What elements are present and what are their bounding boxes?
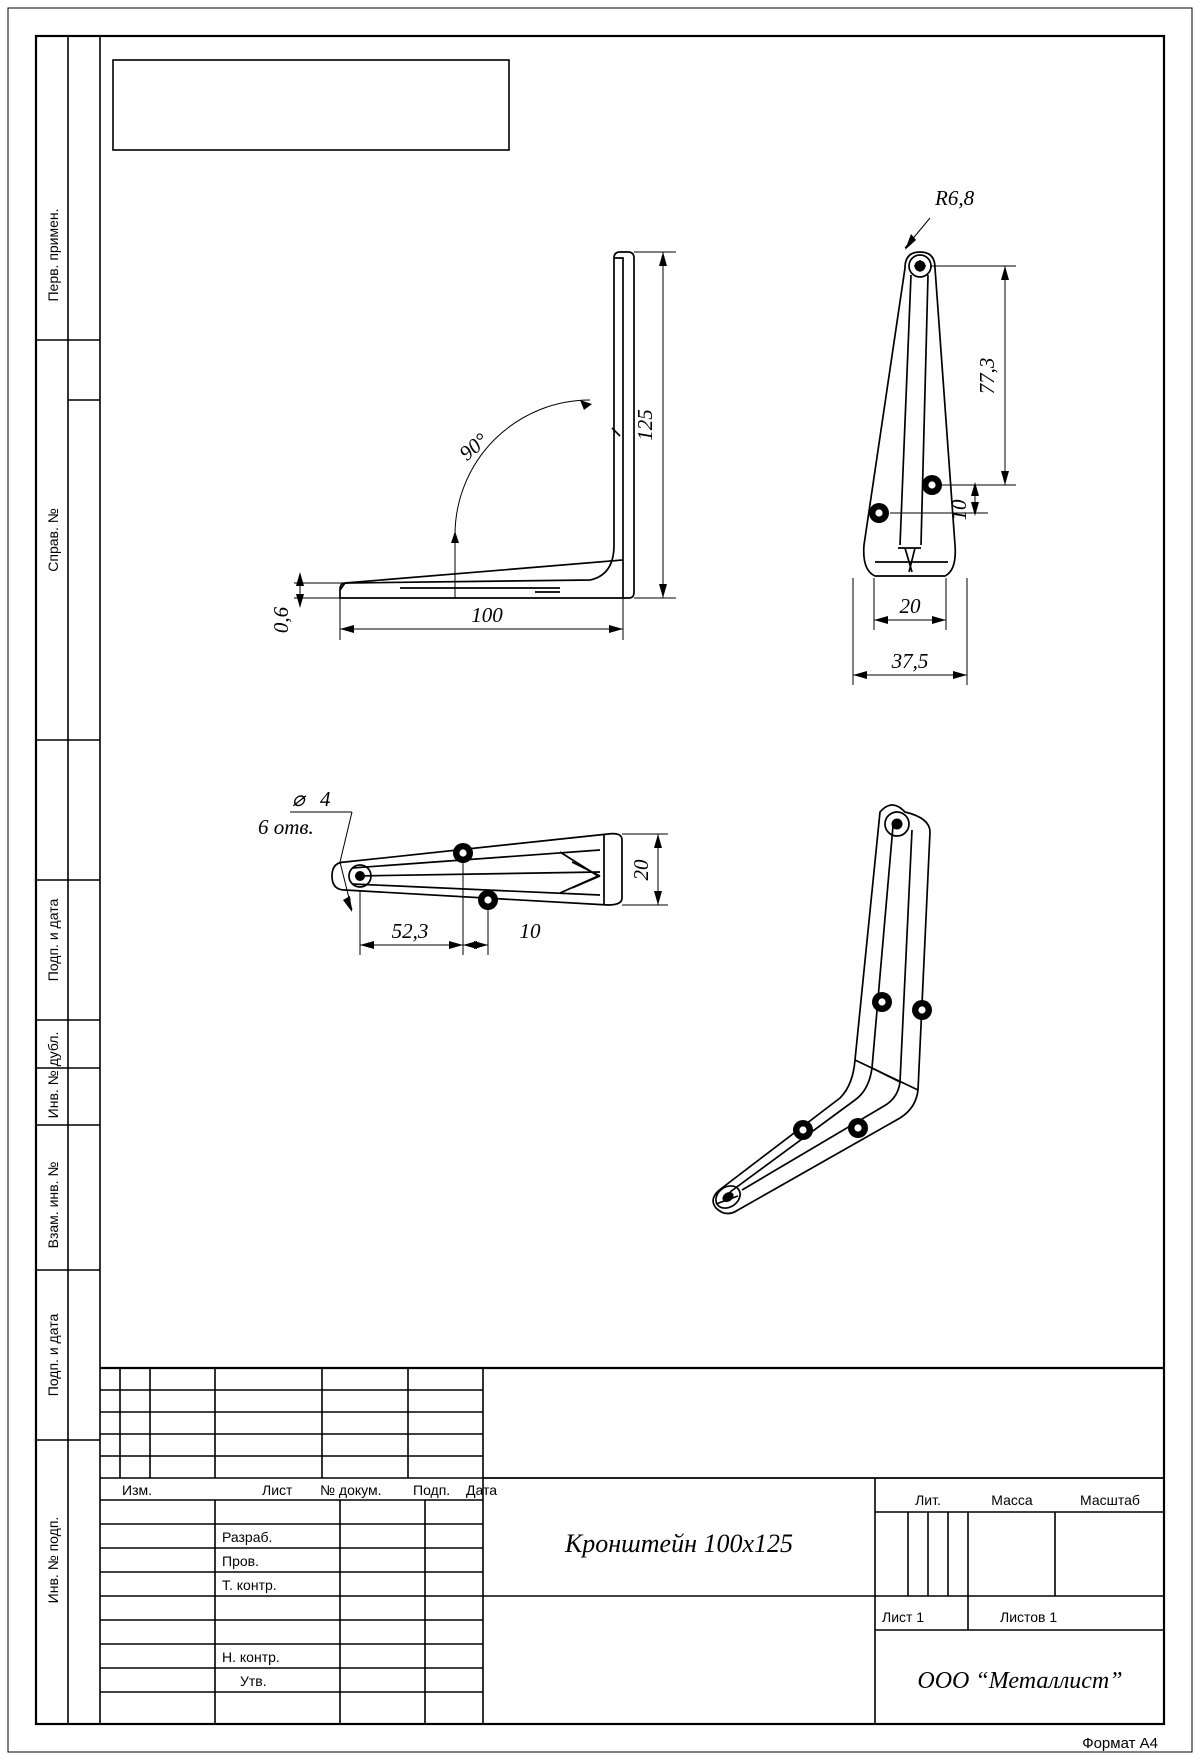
view-front bbox=[269, 252, 676, 640]
dim-width-375: 37,5 bbox=[891, 649, 929, 673]
side-hole-right-center bbox=[928, 481, 935, 488]
dim-length-523: 52,3 bbox=[391, 919, 429, 943]
dim-773-arrow-bottom bbox=[1001, 471, 1009, 485]
iso-hole-base-left-center bbox=[799, 1126, 806, 1133]
dim-width-100: 100 bbox=[471, 603, 503, 627]
dim-20t-arrow-top bbox=[654, 834, 662, 848]
upper-left-box bbox=[113, 60, 509, 150]
dim-10s-arrow-bottom bbox=[971, 502, 979, 516]
side-hole-left-center bbox=[875, 509, 882, 516]
view-side bbox=[853, 186, 1016, 685]
dia-leader-arrow bbox=[343, 896, 352, 912]
tb-label-listov: Листов 1 bbox=[1000, 1609, 1058, 1625]
margin-label-sprav: Справ. № bbox=[45, 508, 61, 572]
top-hole-3-center bbox=[484, 896, 491, 903]
iso-hole-top-inner bbox=[892, 819, 903, 830]
tb-role-utv: Утв. bbox=[240, 1673, 267, 1689]
dim-523-arrow-right bbox=[449, 941, 463, 949]
dim-hole-count: 6 отв. bbox=[258, 815, 314, 839]
dim-06-arrow-bottom bbox=[296, 594, 304, 608]
tb-role-tkontr: Т. контр. bbox=[222, 1577, 277, 1593]
margin-label-inv-podp: Инв. № подп. bbox=[45, 1516, 61, 1604]
iso-outer-body bbox=[713, 805, 930, 1214]
dim-06-arrow-top bbox=[296, 572, 304, 586]
dim-offset-10-top: 10 bbox=[519, 919, 541, 943]
view-isometric bbox=[712, 805, 932, 1214]
dim-10t-arrow-right bbox=[474, 941, 488, 949]
view-top bbox=[258, 787, 668, 955]
dim-hole-diameter: 4 bbox=[320, 787, 331, 811]
dim-hole-diameter-symbol: ⌀ bbox=[292, 787, 305, 811]
dim-height-125: 125 bbox=[633, 409, 657, 441]
tb-label-masshtab: Масштаб bbox=[1080, 1492, 1140, 1508]
margin-label-perv-primen: Перв. примен. bbox=[45, 208, 61, 302]
dim-width-20-side: 20 bbox=[899, 594, 921, 618]
tb-col-izm: Изм. bbox=[122, 1482, 152, 1498]
dim-100-arrow-left bbox=[340, 625, 354, 633]
dim-10s-arrow-top bbox=[971, 482, 979, 496]
angle-arc bbox=[455, 400, 590, 535]
dia-leader-up bbox=[340, 812, 352, 862]
angle-arrow-2 bbox=[580, 400, 592, 410]
tb-role-prov: Пров. bbox=[222, 1553, 259, 1569]
angle-arrow-1 bbox=[451, 531, 459, 543]
tb-role-nkontr: Н. контр. bbox=[222, 1649, 280, 1665]
tb-col-data: Дата bbox=[466, 1482, 498, 1498]
tb-label-list: Лист 1 bbox=[882, 1609, 925, 1625]
dim-100-arrow-right bbox=[609, 625, 623, 633]
sheet-format-label: Формат А4 bbox=[1082, 1735, 1158, 1752]
margin-label-podp-data-2: Подп. и дата bbox=[45, 1313, 61, 1397]
tb-company: ООО “Металлист” bbox=[917, 1668, 1123, 1694]
dim-523-arrow-left bbox=[360, 941, 374, 949]
tb-label-lit: Лит. bbox=[915, 1492, 941, 1508]
margin-label-podp-data-1: Подп. и дата bbox=[45, 898, 61, 982]
dim-thickness-06: 0,6 bbox=[269, 606, 293, 634]
margin-label-vzam-inv: Взам. инв. № bbox=[45, 1161, 61, 1249]
dim-375-arrow-left bbox=[853, 671, 867, 679]
dim-125-arrow-bottom bbox=[659, 584, 667, 598]
margin-label-inv-dubl: Инв. № дубл. bbox=[45, 1031, 61, 1119]
top-hole-1-inner bbox=[355, 871, 365, 881]
dim-20s-arrow-right bbox=[932, 616, 946, 624]
dim-hole-height-773: 77,3 bbox=[975, 357, 999, 395]
iso-hole-mid-left-center bbox=[878, 998, 885, 1005]
tb-label-massa: Масса bbox=[991, 1492, 1033, 1508]
dim-125-arrow-top bbox=[659, 252, 667, 266]
iso-hole-base-right-center bbox=[854, 1124, 861, 1131]
front-profile-outline bbox=[340, 252, 634, 598]
tb-part-name: Кронштейн 100х125 bbox=[564, 1529, 794, 1558]
dim-20s-arrow-left bbox=[874, 616, 888, 624]
tb-col-list: Лист bbox=[262, 1482, 293, 1498]
iso-hole-mid-right-center bbox=[918, 1006, 925, 1013]
dim-773-arrow-top bbox=[1001, 266, 1009, 280]
tb-role-razrab: Разраб. bbox=[222, 1529, 273, 1545]
front-inner-edge bbox=[345, 258, 614, 583]
dim-width-20-top: 20 bbox=[629, 859, 653, 881]
title-block bbox=[100, 1368, 1164, 1752]
dim-offset-10-side: 10 bbox=[947, 499, 971, 521]
dim-angle-90: 90° bbox=[454, 427, 493, 466]
top-hole-2-center bbox=[459, 849, 466, 856]
dim-375-arrow-right bbox=[953, 671, 967, 679]
dim-20t-arrow-bottom bbox=[654, 891, 662, 905]
dim-radius-r68: R6,8 bbox=[935, 186, 975, 210]
tb-col-num-dokum: № докум. bbox=[320, 1482, 382, 1498]
tb-col-podp: Подп. bbox=[413, 1482, 451, 1498]
